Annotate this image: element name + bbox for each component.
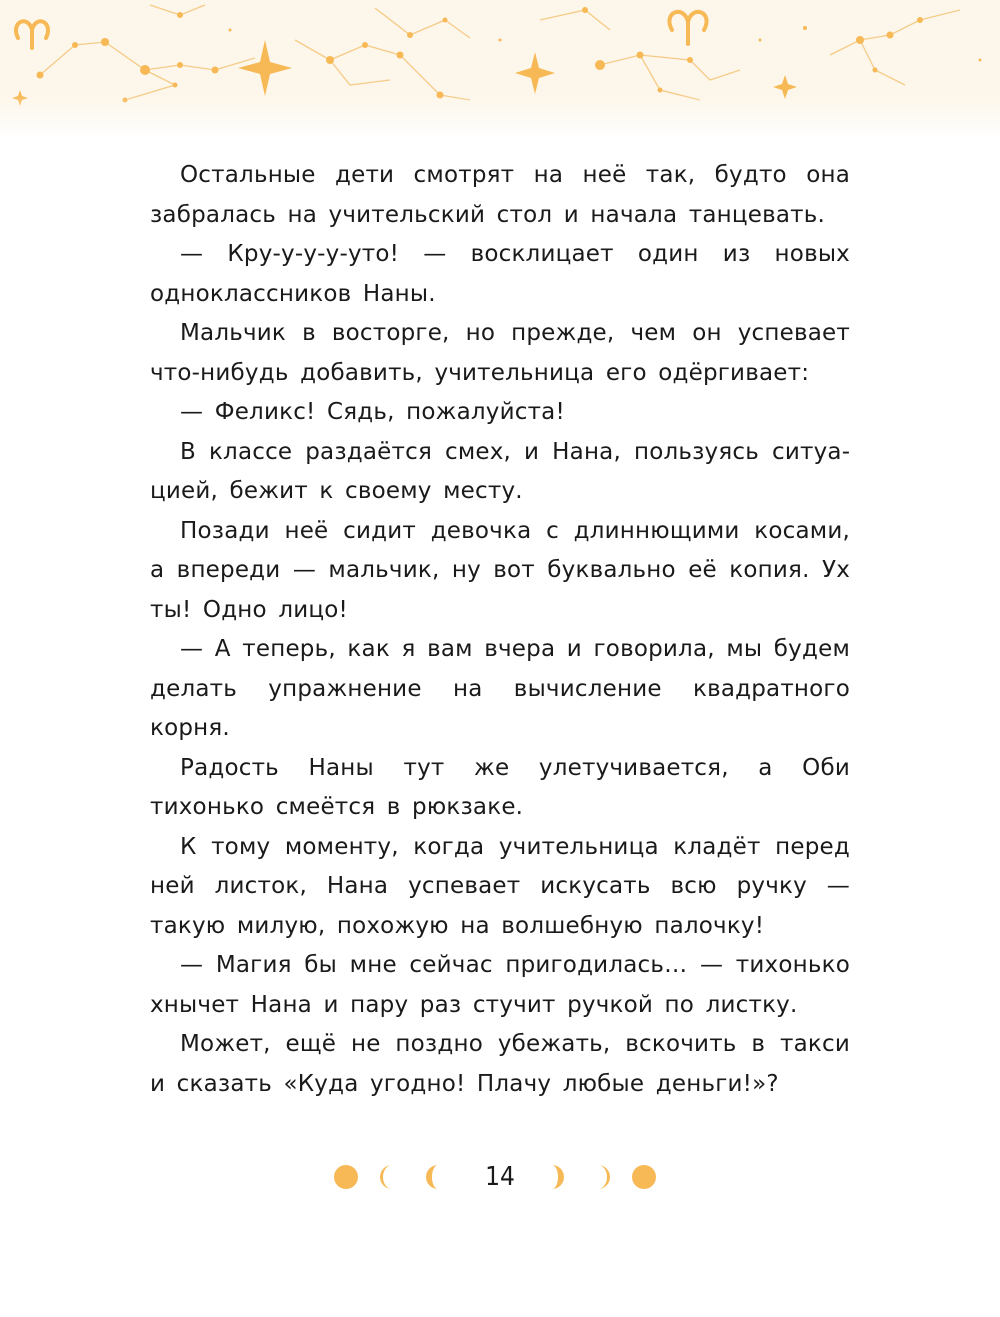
paragraph: — Феликс! Сядь, пожалуйста! — [180, 399, 565, 425]
paragraph: — А теперь, как я вам вчера и говорила, мы будем делать упражнение на вычисление квадратного корня. — [150, 636, 850, 741]
paragraph: Мальчик в восторге, но прежде, чем он успевает что-нибудь добавить, учительница его одёргивает: — [150, 320, 850, 386]
paragraph: Позади неё сидит девочка с длиннющими косами, а впереди — мальчик, ну вот буквально её копия. Ух ты! Одно лицо! — [150, 517, 850, 623]
paragraph: Остальные дети смотрят на неё так, будто она забралась на учительский стол и начала танцевать. — [150, 162, 850, 228]
paragraph: В классе раздаётся смех, и Нана, пользуясь ситуацией, бежит к своему месту. — [150, 438, 850, 504]
paragraph: — Магия бы мне сейчас пригодилась… — тихонько хнычет Нана и пару раз стучит ручкой по листку. — [150, 952, 850, 1018]
paragraph: — Кру-у-у-у-уто! — восклицает один из новых одноклассников Наны. — [150, 241, 850, 307]
paragraph: Может, ещё не поздно убежать, вскочить в такси и сказать «Куда угодно! Плачу любые деньги!»? — [150, 1031, 850, 1097]
constellation-header — [0, 0, 1000, 140]
story-text — [150, 156, 850, 1104]
paragraph: Радость Наны тут же улетучивается, а Оби тихонько смеётся в рюкзаке. — [150, 754, 850, 820]
paragraph: К тому моменту, когда учительница кладёт перед ней листок, Нана успевает искусать всю ручку — такую милую, похожую на волшебную палочку! — [150, 833, 850, 939]
page-number: 14 — [485, 1162, 515, 1192]
